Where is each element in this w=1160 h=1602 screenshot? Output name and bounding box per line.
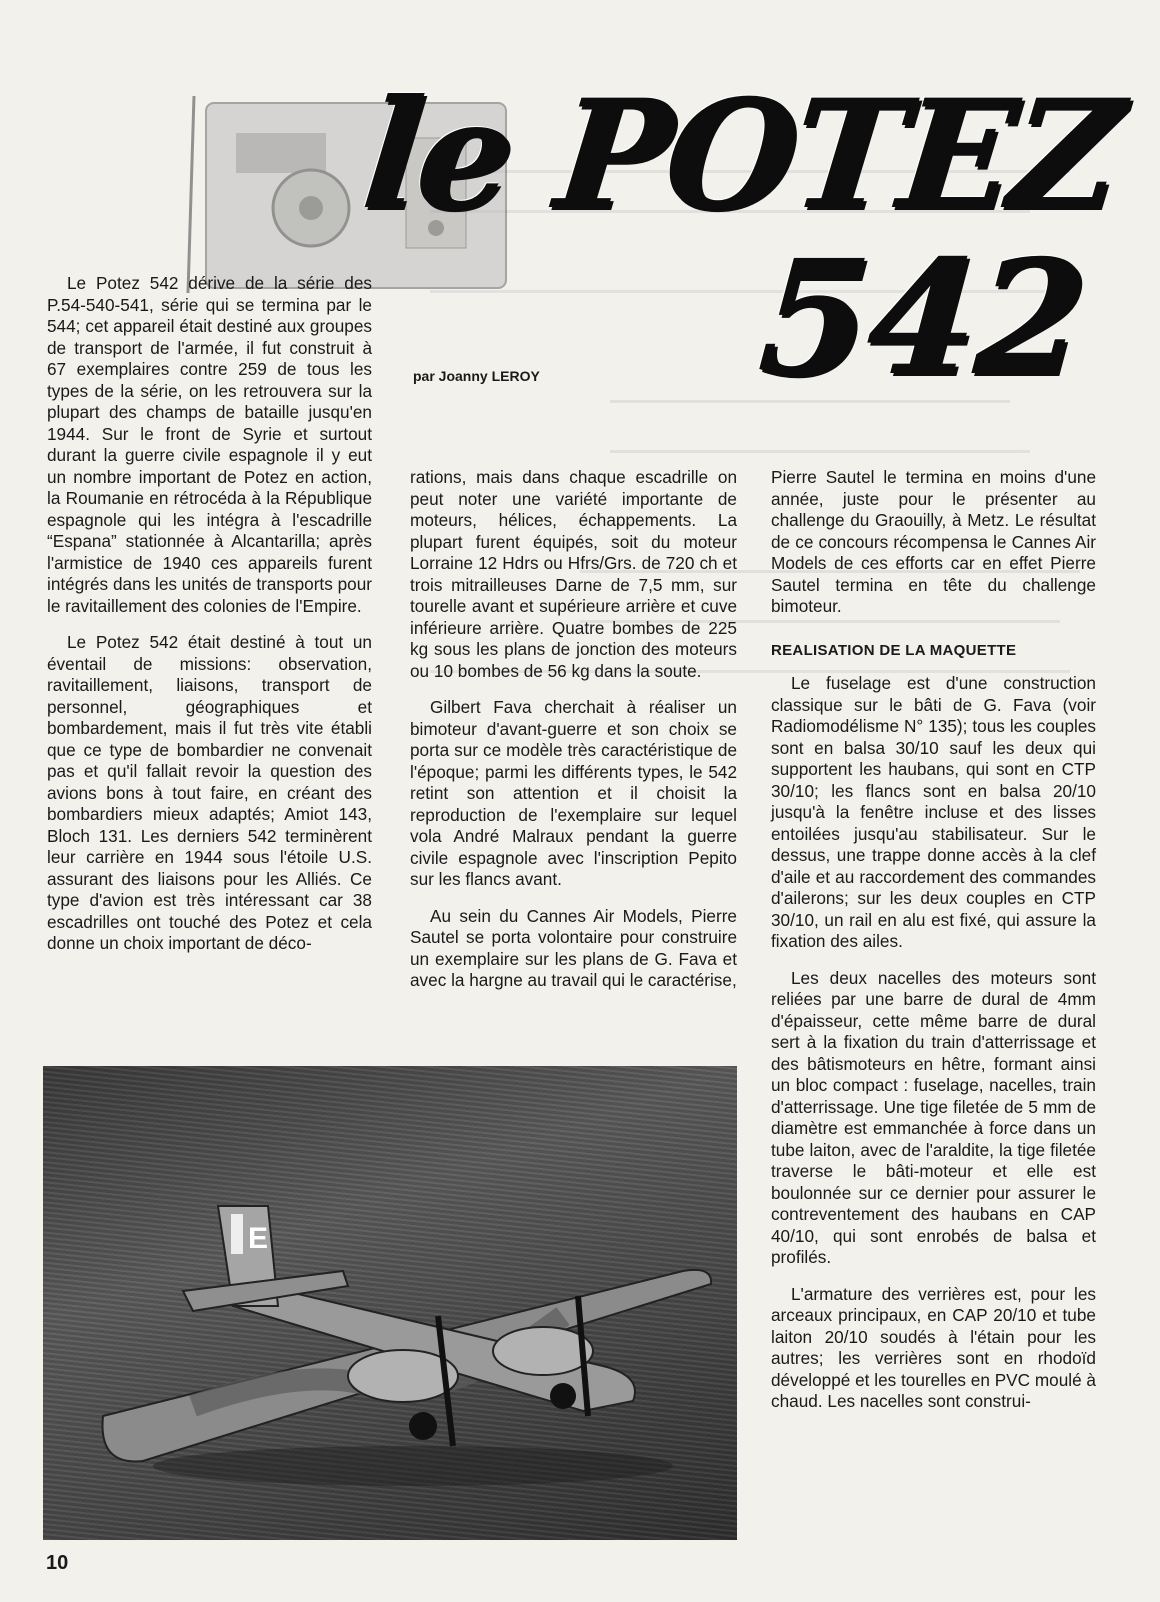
- aircraft-model-photo: [43, 1066, 737, 1540]
- paragraph: Le Potez 542 dérive de la série des P.54-540-541, série qui se termina par le 544; cet appareil était destiné aux groupes de transport de l'armée, il fut construit à 67 exemplaires contre 259 de tous les types de la série, on les retrouvera sur la plupart des champs de bataille jusqu'en 1944. Sur le front de Syrie et surtout durant la guerre civile espagnole il y eut un nombre important de Potez en action, la Roumanie en rétrocéda à la République espagnole qui les intégra à l'escadrille “Espana” stationnée à Alcantarilla; après l'armistice de 1940 ces appareils furent intégrés dans les unités de transports pour le ravitaillement des colonies de l'Empire.: [47, 273, 372, 616]
- paragraph: Pierre Sautel le termina en moins d'une année, juste pour le présenter au challenge du Graouilly, à Metz. Le résultat de ce concours récompensa le Cannes Air Models de ces efforts car en effet Pierre Sautel termina en tête du challenge bimoteur.: [771, 467, 1096, 616]
- paragraph: L'armature des verrières est, pour les arceaux principaux, en CAP 20/10 et tube laiton 20/10 soudés à l'étain pour les autres; les verrières sont en rhodoïd développé et les tourelles en PVC moulé à chaud. Les nacelles sont construi-: [771, 1283, 1096, 1411]
- tail-marking: E: [248, 1222, 269, 1255]
- text-column-2: [410, 467, 737, 1007]
- text-column-3: [771, 467, 1096, 1428]
- text-column-1: [47, 273, 372, 970]
- paragraph: Les deux nacelles des moteurs sont reliées par une barre de dural de 4mm d'épaisseur, cette même barre de dural sert à la fixation du train d'atterrissage et des bâtismoteurs en hêtre, formant ainsi un bloc compact : fuselage, nacelles, train d'atterrissage. Une tige filetée de 5 mm de diamètre est emmanchée à force dans un tube laiton, avec de l'araldite, la tige filetée traverse le bâti-moteur et elle est boulonnée sur ce dernier pour assurer le contreventement des haubans en CAP 40/10, qui sont enrobés de balsa et profilés.: [771, 967, 1096, 1267]
- article-title-line-2: 542: [753, 226, 1091, 411]
- article-title-line-1: le POTEZ: [355, 67, 1126, 243]
- aircraft-illustration: [43, 1066, 737, 1540]
- section-heading: REALISATION DE LA MAQUETTE: [771, 641, 1017, 659]
- paragraph: Le Potez 542 était destiné à tout un éventail de missions: observation, ravitaillement, liaisons, transport de personnel, géographiques et bombardement, mais il fut très vite établi que ce type de bombardier ne convenait pas et qu'il fallait revoir la question des avions bons à tout faire, en créant des bombardiers mieux adaptés; Amiot 143, Bloch 131. Les derniers 542 terminèrent leur carrière en 1944 sous l'étoile U.S. assurant des liaisons pour les Alliés. Ce type d'avion est très intéressant car 38 escadrilles ont touché des Potez et cela donne un choix important de déco-: [47, 632, 372, 953]
- paragraph: Le fuselage est d'une construction classique sur le bâti de G. Fava (voir Radiomodélisme N° 135); tous les couples sont en balsa 30/10 sauf les deux qui supportent les haubans, qui sont en CTP 30/10; les flancs sont en balsa 20/10 jusqu'à la fenêtre incluse et des lisses entoilées jusqu'au stabilisateur. Sur le dessus, une trappe donne accès à la clef d'aile et au raccordement des commandes d'ailerons; sur les deux couples en CTP 30/10, un rail en alu est fixé, qui assure la fixation des ailes.: [771, 673, 1096, 951]
- paragraph: Au sein du Cannes Air Models, Pierre Sautel se porta volontaire pour construire un exemplaire sur les plans de G. Fava et avec la hargne au travail qui le caractérise,: [410, 905, 737, 990]
- byline: par Joanny LEROY: [413, 368, 540, 384]
- paragraph: Gilbert Fava cherchait à réaliser un bimoteur d'avant-guerre et son choix se porta sur ce modèle très caractéristique de l'époque; parmi les différents types, le 542 retint son attention et il choisit la reproduction de l'exemplaire sur lequel vola André Malraux pendant la guerre civile espagnole avec l'inscription Pepito sur les flancs avant.: [410, 697, 737, 889]
- paragraph: rations, mais dans chaque escadrille on peut noter une variété importante de moteurs, hélices, échappements. La plupart furent équipés, soit du moteur Lorraine 12 Hdrs ou Hfrs/Grs. de 720 ch et trois mitrailleuses Darne de 7,5 mm, sur tourelle avant et supérieure arrière et cuve inférieure arrière. Quatre bombes de 225 kg sous les plans de jonction des moteurs ou 10 bombes de 56 kg dans la soute.: [410, 467, 737, 681]
- page-number: 10: [46, 1552, 69, 1574]
